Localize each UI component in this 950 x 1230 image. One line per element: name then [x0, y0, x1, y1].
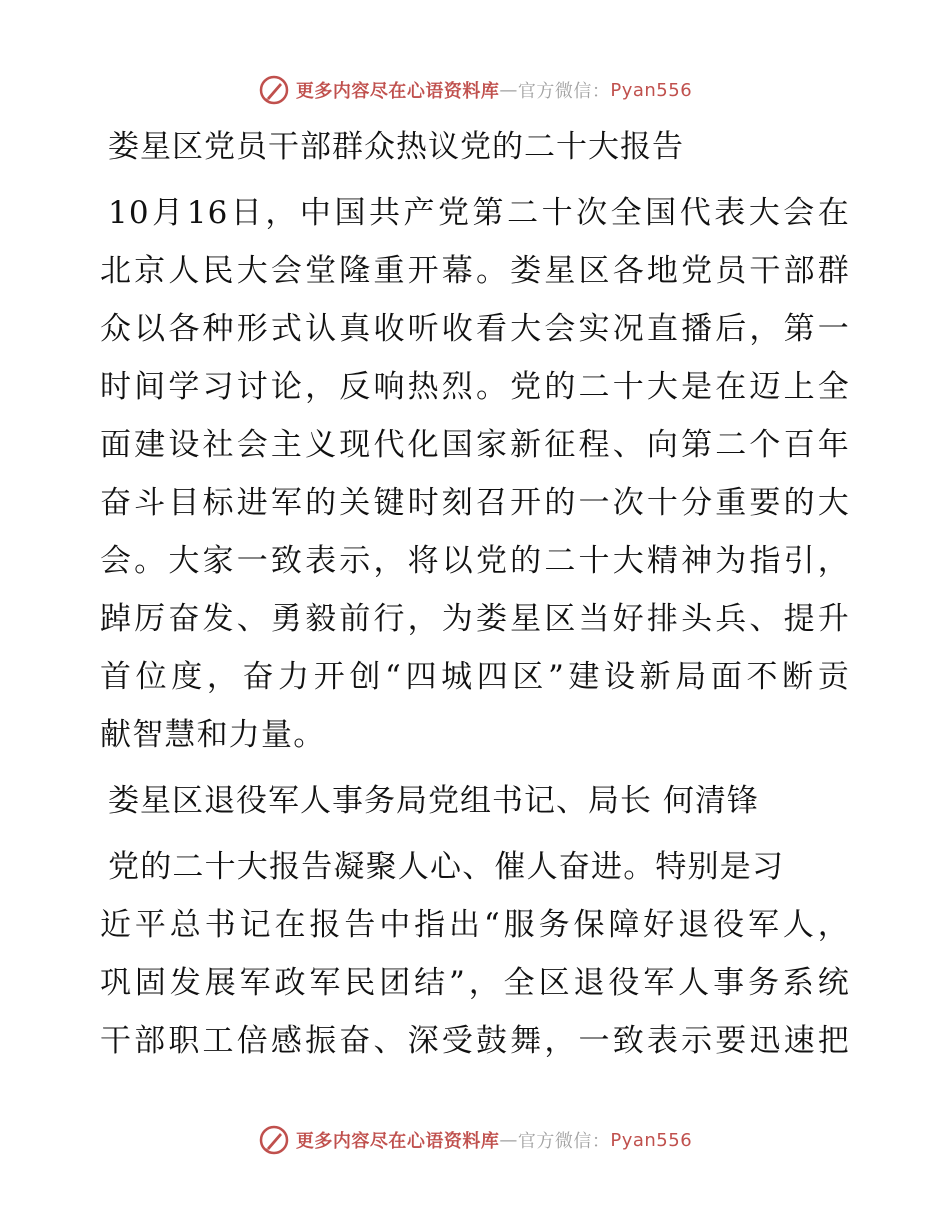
- watermark-separator: —: [499, 1129, 518, 1151]
- watermark-main-text: 更多内容尽在心语资料库: [295, 1131, 500, 1152]
- paragraph-line: 干部职工倍感振奋、深受鼓舞，一致表示要迅速把: [100, 1023, 850, 1059]
- document-body: [100, 118, 850, 1078]
- paragraph-line: 巩固发展军政军民团结”，全区退役军人事务系统: [100, 965, 850, 1001]
- paragraph-line: 面建设社会主义现代化国家新征程、向第二个百年: [100, 427, 850, 463]
- watermark-label: 官方微信：: [517, 1131, 611, 1152]
- paragraph-line: 踔厉奋发、勇毅前行，为娄星区当好排头兵、提升: [100, 601, 850, 637]
- speaker-byline: 娄星区退役军人事务局党组书记、局长 何清锋: [108, 783, 759, 819]
- watermark-separator: —: [499, 79, 518, 101]
- quill-pen-logo-icon: [258, 1124, 290, 1156]
- watermark-main-text: 更多内容尽在心语资料库: [295, 81, 500, 102]
- paragraph-line: 近平总书记在报告中指出“服务保障好退役军人，: [100, 907, 850, 943]
- paragraph-quote: [100, 838, 850, 1070]
- watermark-label: 官方微信：: [517, 81, 611, 102]
- paragraph-line: 北京人民大会堂隆重开幕。娄星区各地党员干部群: [100, 253, 850, 289]
- paragraph-line: 党的二十大报告凝聚人心、催人奋进。特别是习: [108, 849, 785, 885]
- watermark-header: [0, 70, 950, 110]
- watermark-wechat-id: Pyan556: [610, 1129, 693, 1151]
- paragraph-intro: [100, 184, 850, 764]
- paragraph-line: 时间学习讨论，反响热烈。党的二十大是在迈上全: [100, 369, 850, 405]
- paragraph-line: 首位度，奋力开创“四城四区”建设新局面不断贡: [100, 659, 850, 695]
- document-title: 娄星区党员干部群众热议党的二十大报告: [108, 129, 684, 165]
- paragraph-line: 众以各种形式认真收听收看大会实况直播后，第一: [100, 311, 850, 347]
- watermark-footer: [0, 1120, 950, 1160]
- paragraph-line: 会。大家一致表示，将以党的二十大精神为指引，: [100, 543, 850, 579]
- paragraph-line: 献智慧和力量。: [100, 717, 326, 753]
- paragraph-line: 奋斗目标进军的关键时刻召开的一次十分重要的大: [100, 485, 850, 521]
- paragraph-line: 10月16日，中国共产党第二十次全国代表大会在: [108, 195, 850, 231]
- watermark-wechat-id: Pyan556: [610, 79, 693, 101]
- quill-pen-logo-icon: [258, 74, 290, 106]
